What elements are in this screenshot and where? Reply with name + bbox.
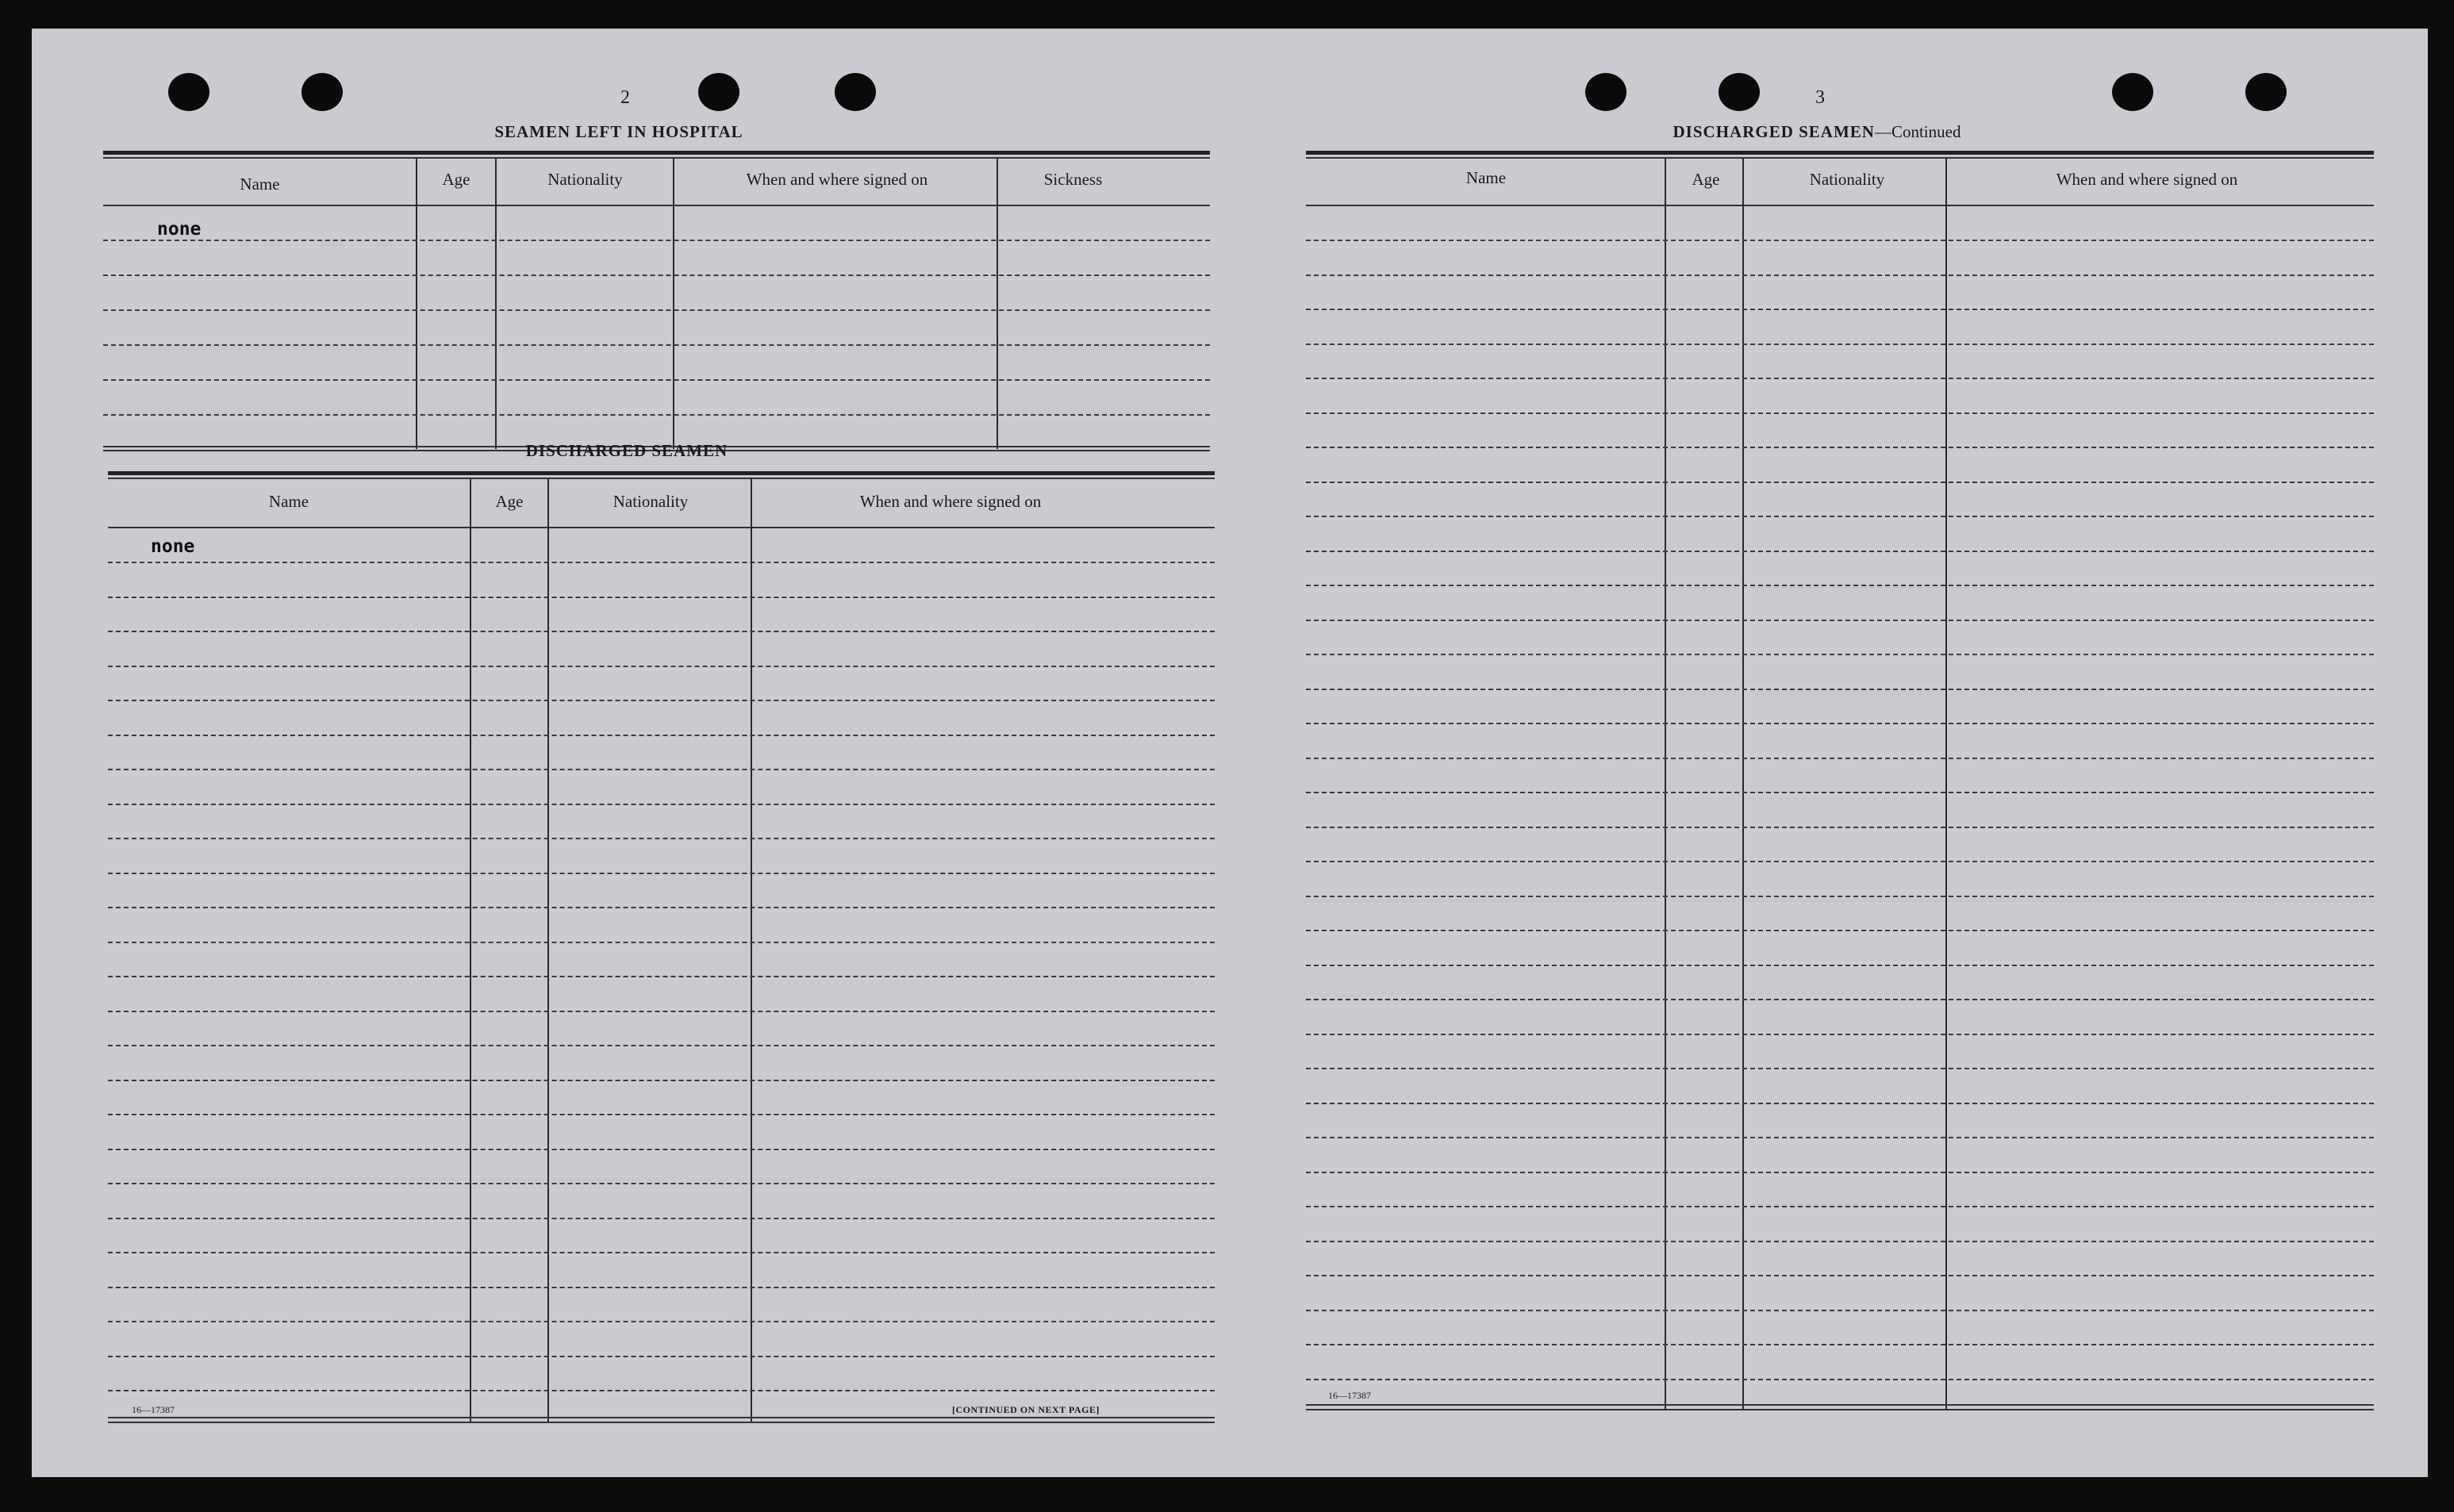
table-bottom-rule <box>108 1422 1215 1423</box>
table-top-rule <box>108 478 1215 479</box>
row-line <box>1306 654 2374 655</box>
table-top-rule <box>1306 151 2374 155</box>
document-sheet <box>32 29 2428 1477</box>
table-bottom-rule <box>1306 1409 2374 1410</box>
punch-hole <box>835 73 876 111</box>
column-divider <box>547 479 549 1422</box>
punch-hole <box>168 73 209 111</box>
row-line <box>108 1011 1215 1012</box>
discharged-continued-title <box>1603 122 2031 142</box>
row-line <box>1306 827 2374 828</box>
row-line <box>108 1287 1215 1288</box>
row-line <box>1306 1206 2374 1207</box>
row-line <box>1306 1137 2374 1138</box>
row-line <box>1306 1310 2374 1311</box>
row-line <box>108 1114 1215 1115</box>
row-line <box>1306 482 2374 483</box>
title-main: DISCHARGED SEAMEN <box>1672 122 1875 141</box>
row-line <box>1306 1103 2374 1104</box>
row-line <box>108 1390 1215 1391</box>
row-line <box>108 838 1215 839</box>
continued-note: [CONTINUED ON NEXT PAGE] <box>952 1404 1100 1415</box>
table-top-rule <box>103 151 1210 155</box>
row-line <box>1306 274 2374 276</box>
column-divider <box>470 479 471 1422</box>
row-line <box>108 1080 1215 1081</box>
column-header-nationality: Nationality <box>613 492 689 511</box>
hospital-entry-name: none <box>157 219 202 240</box>
row-line <box>108 666 1215 667</box>
column-header-nationality: Nationality <box>1809 170 1885 189</box>
form-number-left: 16—17387 <box>132 1404 175 1415</box>
row-line <box>1306 930 2374 931</box>
row-line <box>108 1321 1215 1322</box>
row-line <box>108 1252 1215 1253</box>
column-divider <box>1742 159 1744 1409</box>
row-line <box>1306 516 2374 517</box>
row-line <box>1306 965 2374 966</box>
row-line <box>108 631 1215 632</box>
row-line <box>1306 792 2374 793</box>
row-line <box>1306 723 2374 724</box>
row-line <box>1306 1068 2374 1069</box>
row-line <box>1306 1344 2374 1345</box>
punch-hole <box>1719 73 1760 111</box>
table-bottom-rule <box>108 1417 1215 1418</box>
row-line <box>108 1149 1215 1150</box>
column-divider <box>495 159 497 449</box>
row-line <box>1306 1034 2374 1035</box>
row-line <box>108 976 1215 977</box>
row-line <box>108 1218 1215 1219</box>
column-header-name: Name <box>268 492 309 511</box>
column-header-name: Name <box>1465 168 1507 187</box>
page-number-left: 2 <box>620 87 630 108</box>
header-bottom-rule <box>1306 205 2374 206</box>
column-header-signed-on: When and where signed on <box>859 492 1042 511</box>
column-divider <box>751 479 752 1422</box>
punch-hole <box>2245 73 2287 111</box>
discharged-section-title: DISCHARGED SEAMEN <box>525 441 728 460</box>
row-line <box>1306 896 2374 897</box>
row-line <box>108 1356 1215 1357</box>
column-header-signed-on: When and where signed on <box>746 170 928 189</box>
row-line <box>1306 447 2374 448</box>
row-line <box>1306 343 2374 345</box>
column-divider <box>673 159 674 449</box>
punch-hole <box>2112 73 2153 111</box>
table-top-rule <box>1306 157 2374 159</box>
row-line <box>1306 689 2374 690</box>
row-line <box>1306 585 2374 586</box>
column-divider <box>416 159 417 449</box>
hospital-section-title: SEAMEN LEFT IN HOSPITAL <box>494 122 743 141</box>
row-line <box>1306 620 2374 621</box>
row-line <box>1306 999 2374 1000</box>
punch-hole <box>698 73 739 111</box>
row-line <box>108 597 1215 598</box>
row-line <box>108 562 1215 563</box>
row-line <box>103 274 1210 276</box>
row-line <box>108 1045 1215 1046</box>
row-line <box>1306 1172 2374 1173</box>
row-line <box>108 907 1215 908</box>
row-line <box>1306 1241 2374 1242</box>
row-line <box>1306 861 2374 862</box>
row-line <box>1306 1275 2374 1276</box>
column-header-age: Age <box>442 170 470 189</box>
discharged-entry-name: none <box>151 536 195 557</box>
row-line <box>103 344 1210 346</box>
table-top-rule <box>108 471 1215 475</box>
column-divider <box>1945 159 1947 1409</box>
row-line <box>1306 551 2374 552</box>
column-divider <box>1665 159 1666 1409</box>
form-number-right: 16—17387 <box>1328 1390 1371 1401</box>
row-line <box>1306 378 2374 379</box>
row-line <box>103 379 1210 381</box>
row-line <box>108 735 1215 736</box>
punch-hole <box>301 73 343 111</box>
row-line <box>108 769 1215 770</box>
column-header-age: Age <box>1692 170 1720 189</box>
page-number-right: 3 <box>1815 87 1825 108</box>
column-header-age: Age <box>495 492 524 511</box>
table-top-rule <box>103 157 1210 159</box>
column-header-nationality: Nationality <box>547 170 623 189</box>
row-line <box>103 240 1210 241</box>
row-line <box>108 804 1215 805</box>
row-line <box>1306 1379 2374 1380</box>
column-header-signed-on: When and where signed on <box>2056 170 2238 189</box>
table-bottom-rule <box>1306 1404 2374 1406</box>
column-header-sickness: Sickness <box>1043 170 1103 189</box>
punch-hole <box>1585 73 1626 111</box>
row-line <box>108 873 1215 874</box>
row-line <box>108 1183 1215 1184</box>
row-line <box>108 700 1215 701</box>
column-header-name: Name <box>240 175 280 194</box>
row-line <box>108 942 1215 943</box>
row-line <box>1306 758 2374 759</box>
row-line <box>103 414 1210 416</box>
header-bottom-rule <box>103 205 1210 206</box>
row-line <box>1306 309 2374 310</box>
row-line <box>103 309 1210 311</box>
row-line <box>1306 240 2374 241</box>
row-line <box>1306 413 2374 414</box>
title-suffix: —Continued <box>1874 122 1961 141</box>
column-divider <box>997 159 998 449</box>
header-bottom-rule <box>108 527 1215 528</box>
